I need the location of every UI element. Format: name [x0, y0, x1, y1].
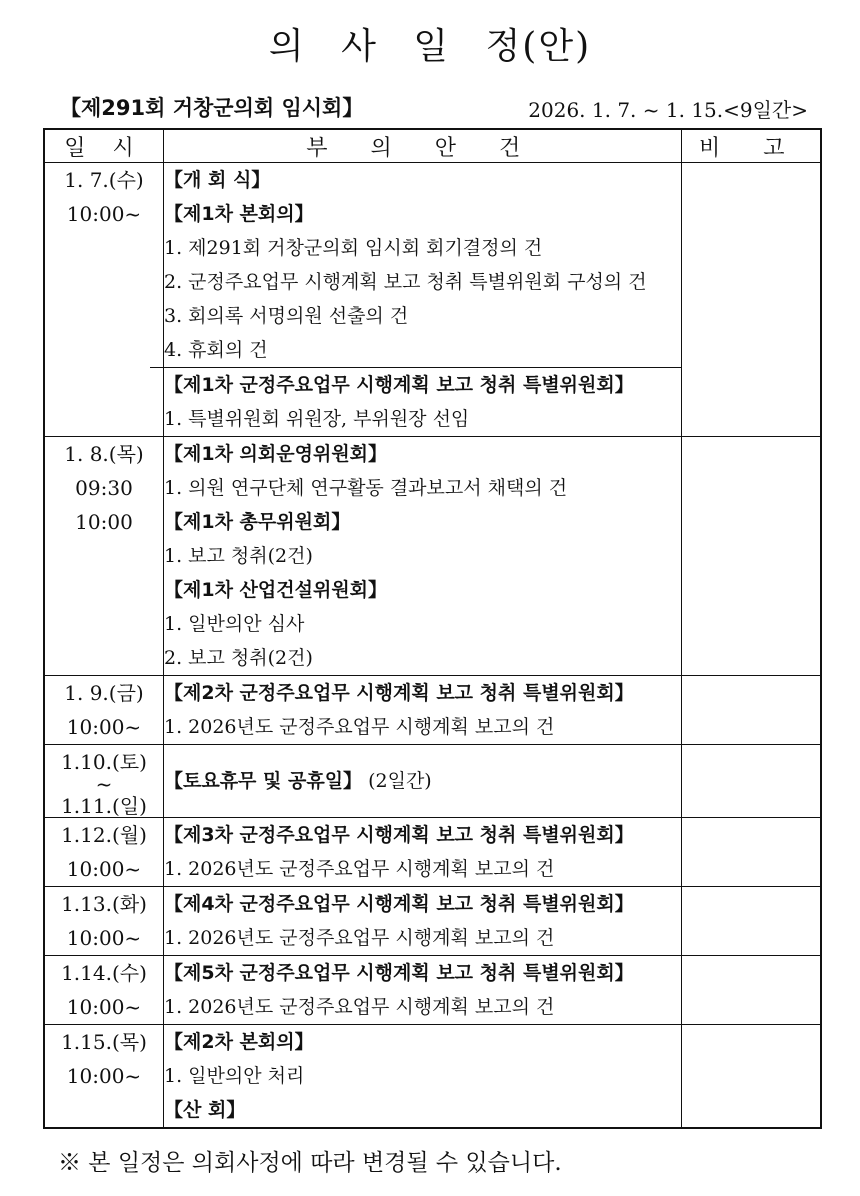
agenda-cell: [164, 956, 682, 1025]
note-cell: [681, 887, 821, 956]
meeting-heading: [164, 197, 681, 231]
schedule-row: [44, 163, 821, 437]
date-line: 1.15.(목): [61, 1030, 147, 1054]
agenda-block: [164, 818, 681, 886]
date-line: 1.13.(화): [61, 892, 147, 916]
meeting-heading-text: 【제5차 군정주요업무 시행계획 보고 청취 특별위원회】: [164, 962, 634, 984]
agenda-item-text: 1. 2026년도 군정주요업무 시행계획 보고의 건: [164, 858, 555, 880]
agenda-block: [164, 887, 681, 955]
header-note: 비 고: [681, 129, 821, 163]
agenda-item-text: 1. 제291회 거창군의회 임시회 회기결정의 건: [164, 237, 543, 259]
page-title: 의 사 일 정(안): [268, 26, 592, 67]
agenda-item-text: 1. 특별위원회 위원장, 부위원장 선임: [164, 408, 470, 430]
agenda-item-text: 1. 2026년도 군정주요업무 시행계획 보고의 건: [164, 716, 555, 738]
agenda-cell: [164, 437, 682, 676]
meeting-heading-text: 【토요휴무 및 공휴일】: [164, 770, 363, 792]
agenda-item: [164, 641, 681, 675]
meeting-heading-text: 【제2차 본회의】: [164, 1031, 314, 1053]
date-line: 10:00~: [66, 715, 142, 739]
meeting-heading: [164, 887, 681, 921]
agenda-cell: [164, 745, 682, 818]
schedule-row: [44, 745, 821, 818]
note-cell: [681, 956, 821, 1025]
note-cell: [681, 818, 821, 887]
date-line: 10:00~: [66, 1064, 142, 1088]
agenda-item: [164, 231, 681, 265]
schedule-table: [43, 128, 822, 1129]
date-line: ~: [95, 772, 113, 796]
agenda-item: [164, 265, 681, 299]
meeting-heading: [164, 764, 681, 798]
header-date: 일 시: [44, 129, 164, 163]
agenda-item-text: 3. 회의록 서명의원 선출의 건: [164, 305, 409, 327]
date-cell: [44, 745, 164, 818]
session-name: 【제291회 거창군의회 임시회】: [60, 96, 364, 120]
date-cell: [44, 1025, 164, 1129]
date-line: 09:30: [75, 476, 133, 500]
meeting-heading: [164, 368, 681, 402]
agenda-item: [164, 1059, 681, 1093]
date-line: 1.10.(토): [61, 750, 147, 774]
meeting-duration: (2일간): [362, 770, 432, 792]
agenda-cell: [164, 818, 682, 887]
meeting-heading: [164, 505, 681, 539]
agenda-block: [164, 676, 681, 744]
date-cell: [44, 676, 164, 745]
meeting-heading: [164, 676, 681, 710]
meeting-heading-text: 【제1차 의회운영위원회】: [164, 443, 388, 465]
agenda-block: [164, 764, 681, 798]
meeting-heading-text: 【제1차 군정주요업무 시행계획 보고 청취 특별위원회】: [164, 374, 634, 396]
meeting-heading-text: 【산 회】: [164, 1099, 246, 1121]
meeting-heading: [164, 1025, 681, 1059]
meeting-heading: [164, 956, 681, 990]
agenda-item-text: 1. 2026년도 군정주요업무 시행계획 보고의 건: [164, 996, 555, 1018]
schedule-row: [44, 818, 821, 887]
agenda-item: [164, 710, 681, 744]
meeting-heading: [164, 1093, 681, 1127]
agenda-item-text: 2. 군정주요업무 시행계획 보고 청취 특별위원회 구성의 건: [164, 271, 647, 293]
meeting-heading-text: 【제2차 군정주요업무 시행계획 보고 청취 특별위원회】: [164, 682, 634, 704]
date-line: 10:00~: [66, 995, 142, 1019]
date-cell: [44, 956, 164, 1025]
note-cell: [681, 163, 821, 437]
agenda-item-text: 1. 의원 연구단체 연구활동 결과보고서 채택의 건: [164, 477, 568, 499]
meeting-heading-text: 【제1차 산업건설위원회】: [164, 579, 388, 601]
agenda-item-text: 1. 일반의안 처리: [164, 1065, 305, 1087]
date-cell: [44, 818, 164, 887]
date-line: 1. 7.(수): [64, 168, 144, 192]
agenda-cell: [164, 676, 682, 745]
agenda-item: [164, 921, 681, 955]
meeting-heading-text: 【개 회 식】: [164, 169, 271, 191]
date-line: 10:00~: [66, 926, 142, 950]
agenda-item: [164, 990, 681, 1024]
date-cell: [44, 163, 164, 437]
agenda-item: [164, 539, 681, 573]
agenda-item-text: 2. 보고 청취(2건): [164, 647, 313, 669]
meeting-heading-text: 【제1차 본회의】: [164, 203, 314, 225]
date-line: 1.14.(수): [61, 961, 147, 985]
agenda-cell: [164, 163, 682, 437]
meeting-heading: [164, 818, 681, 852]
date-line: 10:00: [75, 510, 133, 534]
note-cell: [681, 437, 821, 676]
date-line: 1. 9.(금): [64, 681, 144, 705]
agenda-item: [164, 299, 681, 333]
date-cell: [44, 437, 164, 676]
schedule-row: [44, 676, 821, 745]
meeting-heading: [164, 573, 681, 607]
agenda-cell: [164, 887, 682, 956]
date-cell: [44, 887, 164, 956]
schedule-row: [44, 437, 821, 676]
date-line: 10:00~: [66, 202, 142, 226]
schedule-body: [44, 163, 821, 1129]
meeting-heading-text: 【제3차 군정주요업무 시행계획 보고 청취 특별위원회】: [164, 824, 634, 846]
note-cell: [681, 745, 821, 818]
schedule-row: [44, 887, 821, 956]
agenda-item: [164, 852, 681, 886]
agenda-item: [164, 471, 681, 505]
session-period: 2026. 1. 7. ~ 1. 15.<9일간>: [528, 98, 808, 122]
agenda-item: [164, 402, 681, 436]
agenda-block: [164, 956, 681, 1024]
schedule-row: [44, 956, 821, 1025]
footer-note: ※ 본 일정은 의회사정에 따라 변경될 수 있습니다.: [58, 1150, 562, 1176]
header-agenda: 부 의 안 건: [164, 129, 682, 163]
agenda-cell: [164, 1025, 682, 1129]
note-cell: [681, 1025, 821, 1129]
meeting-heading: [164, 163, 681, 197]
date-line: 1. 8.(목): [64, 442, 144, 466]
schedule-row: [44, 1025, 821, 1129]
agenda-block: [164, 1025, 681, 1127]
meeting-heading-text: 【제4차 군정주요업무 시행계획 보고 청취 특별위원회】: [164, 893, 634, 915]
agenda-item-text: 4. 휴회의 건: [164, 339, 268, 361]
date-line: 1.11.(일): [61, 794, 147, 818]
agenda-block: [164, 437, 681, 675]
agenda-block: [150, 367, 681, 436]
agenda-block: [164, 163, 681, 367]
date-line: 10:00~: [66, 857, 142, 881]
agenda-item: [164, 607, 681, 641]
note-cell: [681, 676, 821, 745]
agenda-item-text: 1. 2026년도 군정주요업무 시행계획 보고의 건: [164, 927, 555, 949]
meeting-heading: [164, 437, 681, 471]
agenda-item: [164, 333, 681, 367]
agenda-item-text: 1. 보고 청취(2건): [164, 545, 313, 567]
date-line: 1.12.(월): [61, 823, 147, 847]
table-header-row: [44, 129, 821, 163]
meeting-heading-text: 【제1차 총무위원회】: [164, 511, 351, 533]
agenda-item-text: 1. 일반의안 심사: [164, 613, 305, 635]
